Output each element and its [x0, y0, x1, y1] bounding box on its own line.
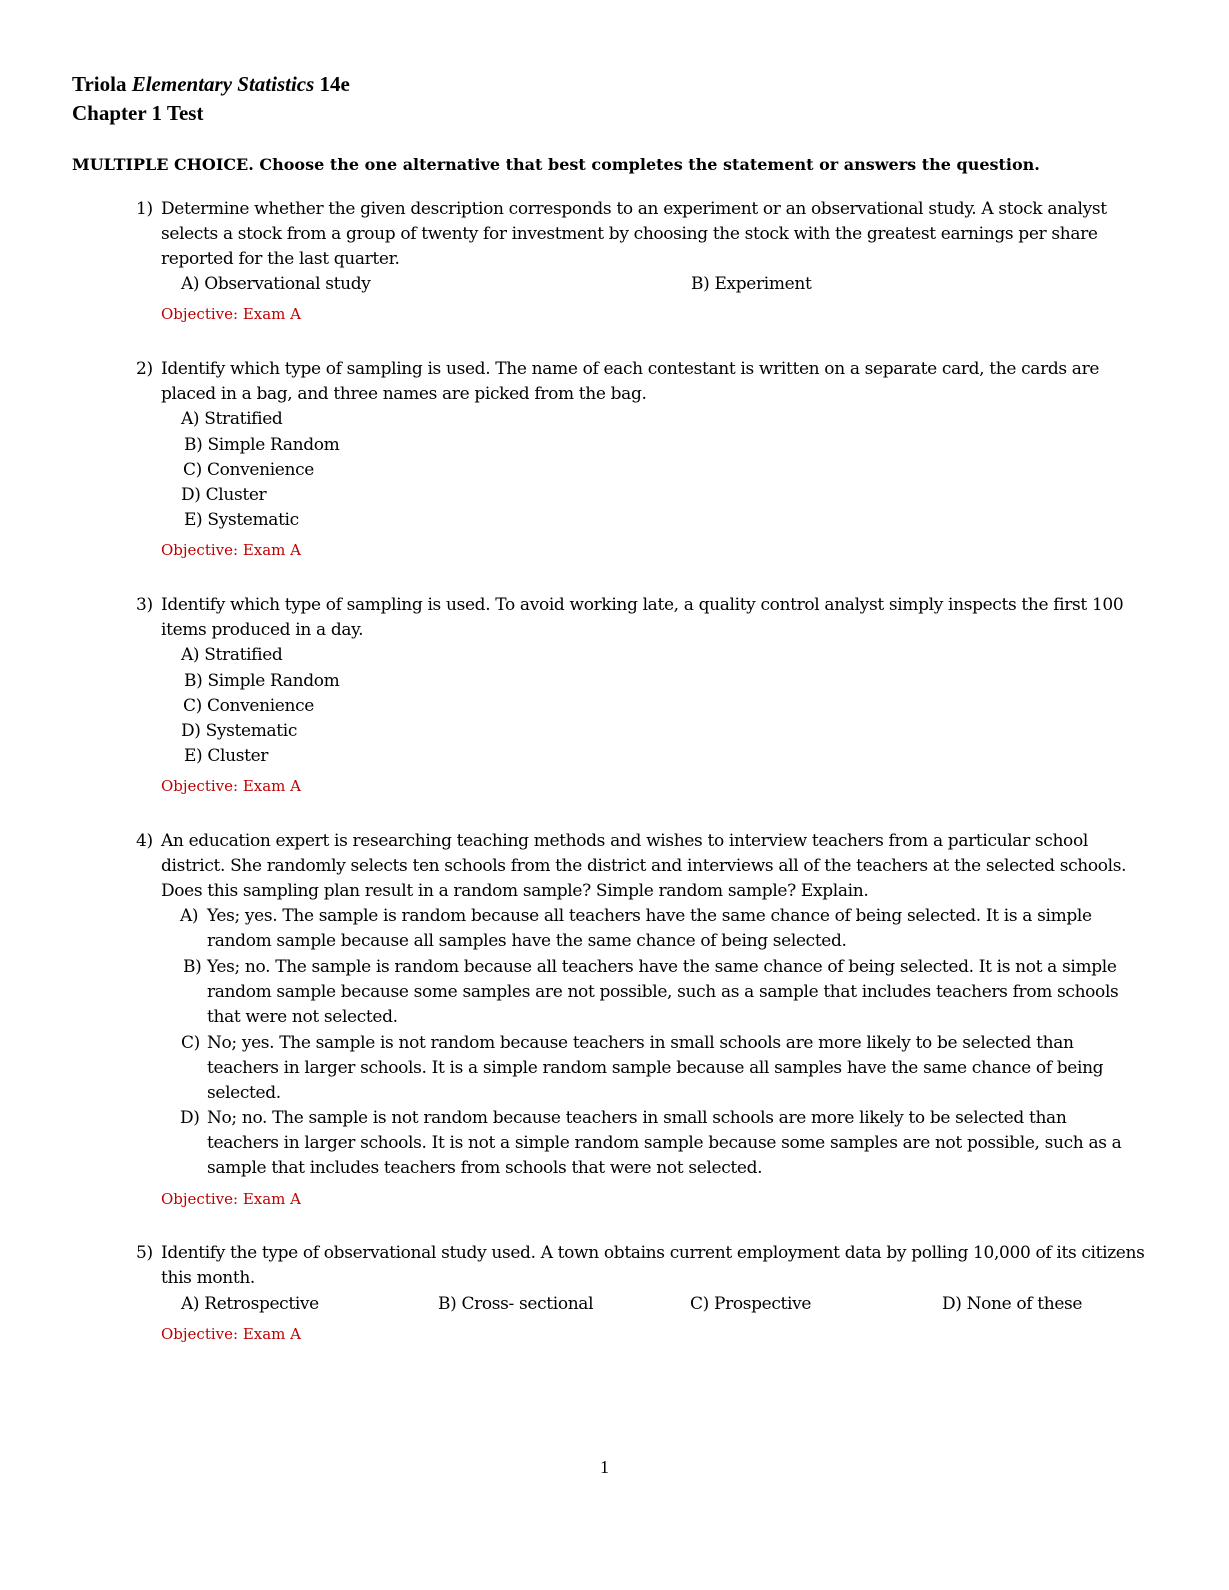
question-text: Identify the type of observational study used. A town obtains current employment data by polling 10,000 of its citizens this month.	[161, 1243, 1145, 1289]
question-text: Identify which type of sampling is used. The name of each contestant is written on a separate card, the cards are placed in a bag, and three names are picked from the bag.	[161, 359, 1100, 405]
choice-c[interactable]: C) Prospective	[690, 1294, 812, 1314]
choice-label: C)	[181, 1033, 200, 1053]
choice-b[interactable]: B) Simple Random	[184, 435, 340, 455]
question-number: 5)	[136, 1243, 153, 1263]
choice-b[interactable]: B) Cross- sectional	[438, 1294, 594, 1314]
choice-d[interactable]: D) Systematic	[181, 721, 298, 741]
question-number: 2)	[136, 359, 153, 379]
document-subtitle: Chapter 1 Test	[72, 101, 204, 125]
choice-label: D)	[180, 1108, 200, 1128]
choice-e[interactable]: E) Cluster	[184, 746, 269, 766]
question-text: Identify which type of sampling is used. To avoid working late, a quality control analyst simply inspects the first 100 items produced in a day.	[161, 595, 1124, 641]
choice-d[interactable]: D) None of these	[942, 1294, 1083, 1314]
choice-e[interactable]: E) Systematic	[184, 510, 299, 530]
title-edition: 14e	[314, 72, 350, 96]
instructions: MULTIPLE CHOICE. Choose the one alternative that best completes the statement or answers the question.	[72, 155, 1040, 174]
choice-text: No; no. The sample is not random because teachers in small schools are more likely to be selected than teachers in larger schools. It is not a simple random sample because some samples are not possible, such as a sample that includes teachers from schools that were not selected.	[207, 1108, 1122, 1179]
choice-c[interactable]: C) Convenience	[183, 460, 314, 480]
objective-label: Objective: Exam A	[161, 777, 302, 795]
document-title	[72, 71, 350, 97]
choice-label: B)	[183, 957, 202, 977]
title-author: Triola	[72, 72, 132, 96]
question-number: 4)	[136, 831, 153, 851]
choice-a[interactable]: A) Observational study	[181, 274, 371, 294]
choice-label: A)	[180, 906, 199, 926]
question-number: 1)	[136, 199, 153, 219]
choice-a[interactable]: A) Stratified	[181, 645, 283, 665]
question-text: Determine whether the given description corresponds to an experiment or an observational study. A stock analyst selects a stock from a group of twenty for investment by choosing the stock with the greatest earnings per share reported for the last quarter.	[161, 199, 1107, 270]
page-number: 1	[600, 1457, 609, 1477]
choice-a[interactable]: A) Retrospective	[181, 1294, 319, 1314]
choice-text: No; yes. The sample is not random because teachers in small schools are more likely to be selected than teachers in larger schools. It is a simple random sample because all samples have the same chance of being selected.	[207, 1033, 1104, 1104]
objective-label: Objective: Exam A	[161, 305, 302, 323]
choice-a[interactable]: A) Stratified	[181, 409, 283, 429]
choice-b[interactable]: B) Simple Random	[184, 671, 340, 691]
choice-c[interactable]: C) Convenience	[183, 696, 314, 716]
choice-text: Yes; no. The sample is random because all teachers have the same chance of being selected. It is not a simple random sample because some samples are not possible, such as a sample that includes teachers from schools that were not selected.	[207, 957, 1119, 1028]
objective-label: Objective: Exam A	[161, 1325, 302, 1343]
objective-label: Objective: Exam A	[161, 1190, 302, 1208]
question-text: An education expert is researching teaching methods and wishes to interview teachers from a particular school district. She randomly selects ten schools from the district and interviews all of the teachers at the selected schools. Does this sampling plan result in a random sample? Simple random sample? Explain.	[161, 831, 1127, 902]
title-book: Elementary Statistics	[131, 72, 315, 96]
choice-b[interactable]: B) Experiment	[691, 274, 812, 294]
objective-label: Objective: Exam A	[161, 541, 302, 559]
choice-text: Yes; yes. The sample is random because all teachers have the same chance of being selected. It is a simple random sample because all samples have the same chance of being selected.	[207, 906, 1092, 952]
question-number: 3)	[136, 595, 153, 615]
choice-d[interactable]: D) Cluster	[181, 485, 267, 505]
